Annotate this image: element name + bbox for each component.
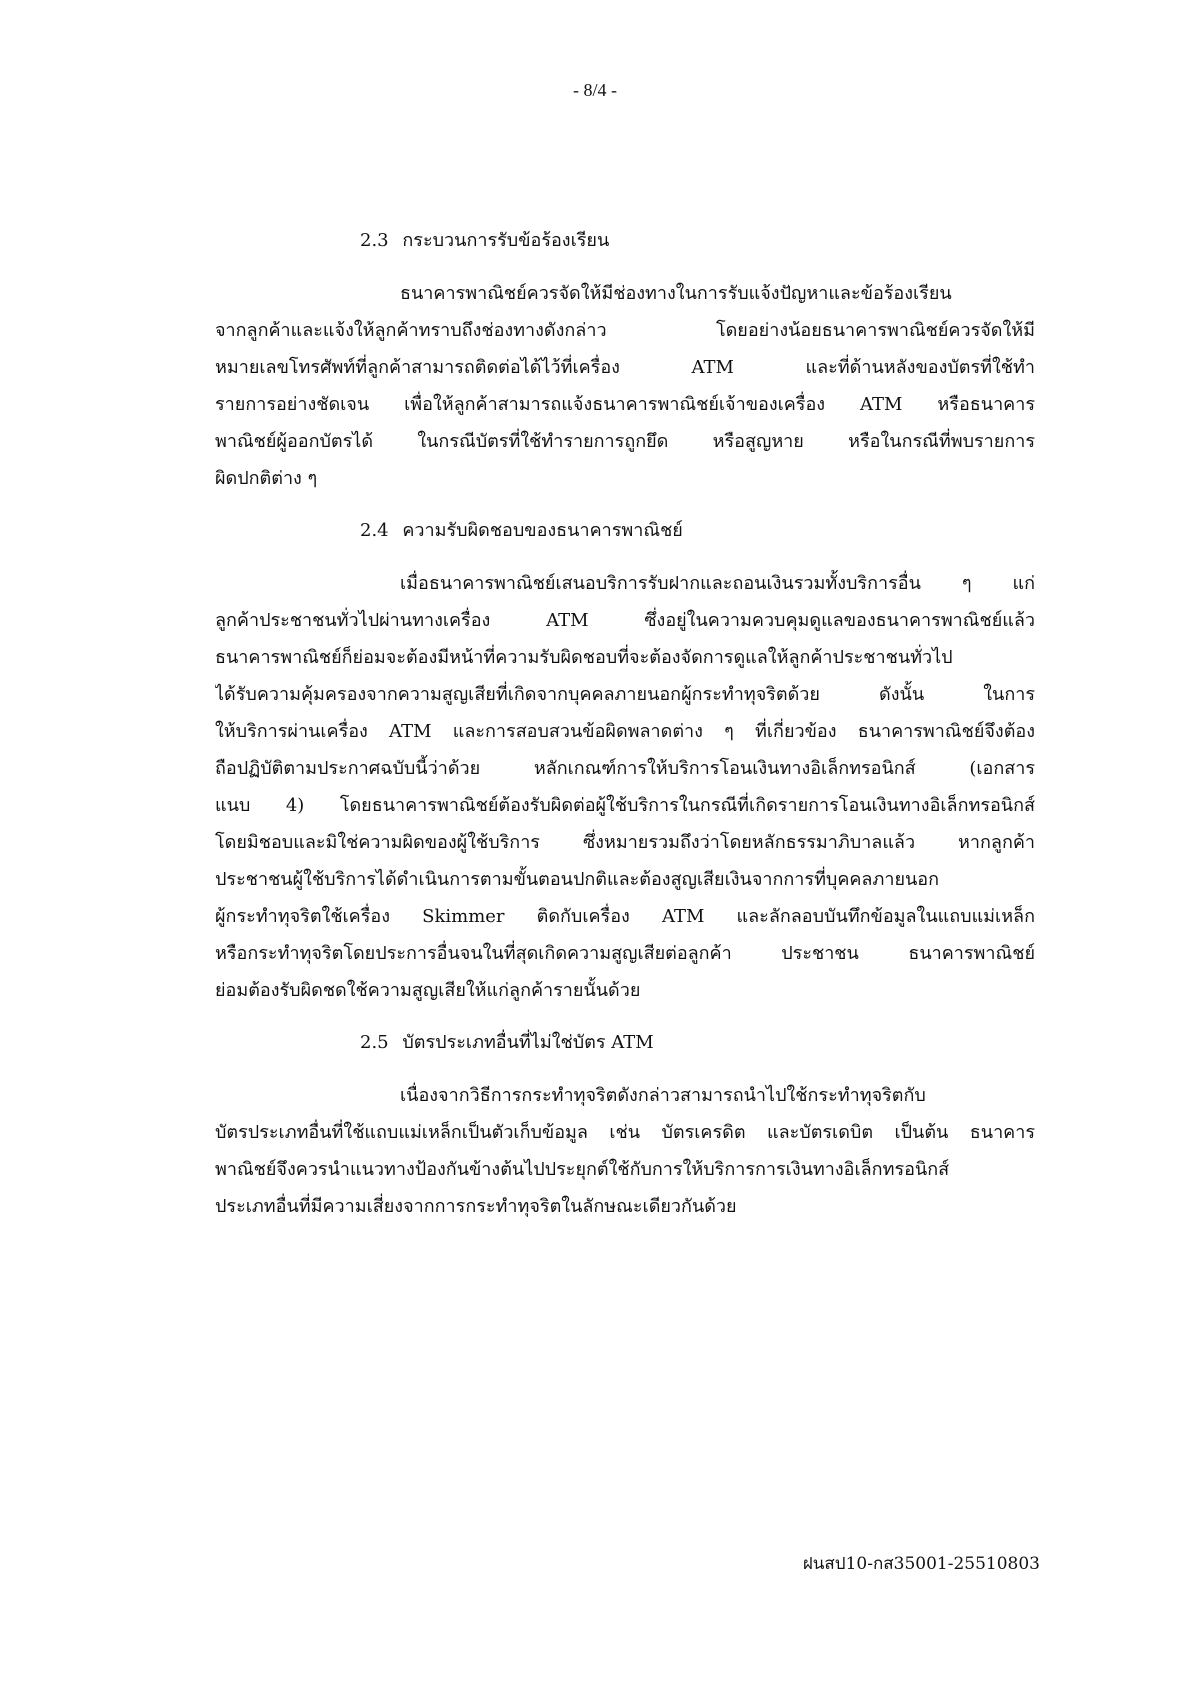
paragraph-line: ธนาคารพาณิชย์ควรจัดให้มีช่องทางในการรับแจ้งปัญหาและข้อร้องเรียน bbox=[400, 283, 952, 304]
paragraph-line: รายการอย่างชัดเจน เพื่อให้ลูกค้าสามารถแจ้งธนาคารพาณิชย์เจ้าของเครื่อง ATM หรือธนาคาร bbox=[215, 394, 1035, 415]
section-number: 2.3 bbox=[360, 230, 389, 251]
paragraph-line: ประชาชนผู้ใช้บริการได้ดำเนินการตามขั้นตอนปกติและต้องสูญเสียเงินจากการที่บุคคลภายนอก bbox=[215, 869, 939, 890]
section-heading bbox=[360, 1026, 1035, 1060]
paragraph-line: ถือปฏิบัติตามประกาศฉบับนี้ว่าด้วย หลักเกณฑ์การให้บริการโอนเงินทางอิเล็กทรอนิกส์ (เอกสาร bbox=[215, 758, 1035, 779]
section-number: 2.4 bbox=[360, 520, 389, 541]
section-title: กระบวนการรับข้อร้องเรียน bbox=[402, 230, 610, 251]
page-number: - 8/4 - bbox=[573, 80, 617, 100]
section-number: 2.5 bbox=[360, 1032, 389, 1053]
paragraph-line: ย่อมต้องรับผิดชดใช้ความสูญเสียให้แก่ลูกค้ารายนั้นด้วย bbox=[215, 980, 641, 1001]
paragraph-line: ธนาคารพาณิชย์ก็ย่อมจะต้องมีหน้าที่ความรับผิดชอบที่จะต้องจัดการดูแลให้ลูกค้าประชาชนทั่วไป bbox=[215, 647, 953, 668]
paragraph-line: จากลูกค้าและแจ้งให้ลูกค้าทราบถึงช่องทางดังกล่าว โดยอย่างน้อยธนาคารพาณิชย์ควรจัดให้มี bbox=[215, 320, 1035, 341]
footer-document-code: ฝนสป10-กส35001-25510803 bbox=[802, 1554, 1040, 1574]
paragraph-line: ได้รับความคุ้มครองจากความสูญเสียที่เกิดจากบุคคลภายนอกผู้กระทำทุจริตด้วย ดังนั้น ในการ bbox=[215, 684, 1035, 705]
paragraph-line: ผิดปกติต่าง ๆ bbox=[215, 468, 318, 489]
section-title: ความรับผิดชอบของธนาคารพาณิชย์ bbox=[402, 520, 683, 541]
paragraph-line: ให้บริการผ่านเครื่อง ATM และการสอบสวนข้อผิดพลาดต่าง ๆ ที่เกี่ยวข้อง ธนาคารพาณิชย์จึงต้อง bbox=[215, 721, 1035, 742]
paragraph-line: บัตรประเภทอื่นที่ใช้แถบแม่เหล็กเป็นตัวเก็บข้อมูล เช่น บัตรเครดิต และบัตรเดบิต เป็นต้น ธนาคาร bbox=[215, 1122, 1035, 1143]
paragraph-line: แนบ 4) โดยธนาคารพาณิชย์ต้องรับผิดต่อผู้ใช้บริการในกรณีที่เกิดรายการโอนเงินทางอิเล็กทรอนิกส์ bbox=[215, 795, 1035, 816]
paragraph-line: หมายเลขโทรศัพท์ที่ลูกค้าสามารถติดต่อได้ไว้ที่เครื่อง ATM และที่ด้านหลังของบัตรที่ใช้ทำ bbox=[215, 357, 1035, 378]
document-body bbox=[215, 224, 1035, 1225]
paragraph-line: พาณิชย์จึงควรนำแนวทางป้องกันข้างต้นไปประยุกต์ใช้กับการให้บริการการเงินทางอิเล็กทรอนิกส์ bbox=[215, 1159, 950, 1180]
paragraph-line: ลูกค้าประชาชนทั่วไปผ่านทางเครื่อง ATM ซึ่งอยู่ในความควบคุมดูแลของธนาคารพาณิชย์แล้ว bbox=[215, 610, 1035, 631]
section-heading bbox=[360, 514, 1035, 548]
paragraph-line: หรือกระทำทุจริตโดยประการอื่นจนในที่สุดเกิดความสูญเสียต่อลูกค้า ประชาชน ธนาคารพาณิชย์ bbox=[215, 943, 1035, 964]
section-heading bbox=[360, 224, 1035, 258]
paragraph-line: ผู้กระทำทุจริตใช้เครื่อง Skimmer ติดกับเครื่อง ATM และลักลอบบันทึกข้อมูลในแถบแม่เหล็ก bbox=[215, 906, 1035, 927]
section-title: บัตรประเภทอื่นที่ไม่ใช่บัตร ATM bbox=[402, 1032, 654, 1053]
section-other-card-types bbox=[215, 1026, 1035, 1225]
paragraph-line: เนื่องจากวิธีการกระทำทุจริตดังกล่าวสามารถนำไปใช้กระทำทุจริตกับ bbox=[400, 1085, 926, 1106]
section-bank-responsibility bbox=[215, 514, 1035, 1009]
paragraph-line: พาณิชย์ผู้ออกบัตรได้ ในกรณีบัตรที่ใช้ทำรายการถูกยึด หรือสูญหาย หรือในกรณีที่พบรายการ bbox=[215, 431, 1035, 452]
paragraph-line: ประเภทอื่นที่มีความเสี่ยงจากการกระทำทุจริตในลักษณะเดียวกันด้วย bbox=[215, 1196, 737, 1217]
section-complaint-process bbox=[215, 224, 1035, 497]
paragraph-line: โดยมิชอบและมิใช่ความผิดของผู้ใช้บริการ ซึ่งหมายรวมถึงว่าโดยหลักธรรมาภิบาลแล้ว หากลูกค้า bbox=[215, 832, 1035, 853]
paragraph-line: เมื่อธนาคารพาณิชย์เสนอบริการรับฝากและถอนเงินรวมทั้งบริการอื่น ๆ แก่ bbox=[400, 573, 1035, 594]
